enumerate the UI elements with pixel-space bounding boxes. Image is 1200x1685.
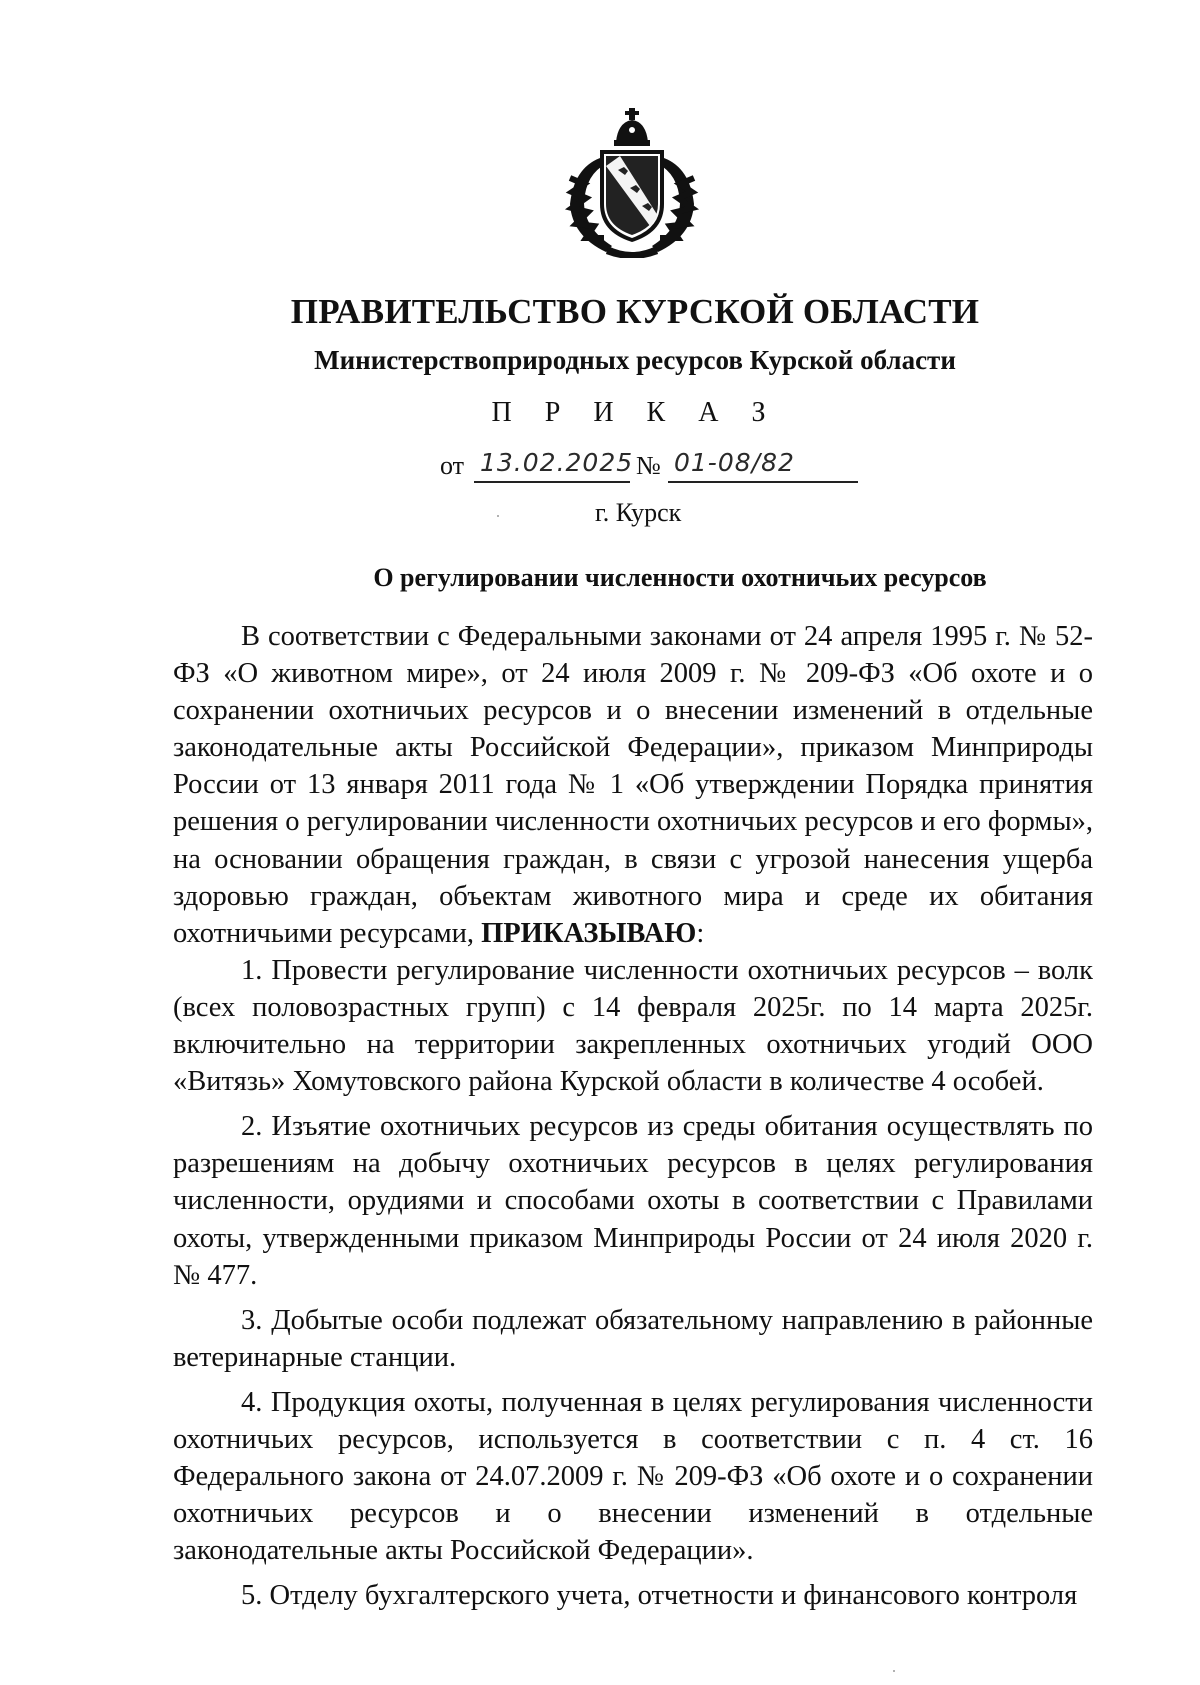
order-subject: О регулировании численности охотничьих ресурсов [373, 563, 987, 592]
order-body [173, 618, 1093, 1614]
ministry-title: Министерствоприродных ресурсов Курской области [314, 345, 956, 375]
order-colon: : [696, 917, 705, 949]
date-number-line [440, 448, 880, 488]
kursk-coat-of-arms-icon [560, 108, 704, 258]
item-3: 3. Добытые особи подлежат обязательному направлению в районные ветеринарные станции. [173, 1304, 1093, 1373]
scan-speck [497, 515, 499, 517]
date-underline [474, 481, 630, 483]
number-underline [668, 481, 858, 483]
document-type: П Р И К А З [491, 397, 779, 428]
city: г. Курск [595, 498, 682, 527]
number-value: 01-08/82 [674, 448, 795, 477]
preamble-paragraph [173, 618, 1093, 952]
government-title: ПРАВИТЕЛЬСТВО КУРСКОЙ ОБЛАСТИ [290, 292, 980, 331]
item-4: 4. Продукция охоты, полученная в целях регулирования численности охотничьих ресурсов, используется в соответствии с п. 4 ст. 16 Федерального закона от 24.07.2009 г. № 209-ФЗ «Об охоте и о сохранении охотничьих ресурсов и о внесении изменений в отдельные законодательные акты Российской Федерации». [173, 1386, 1093, 1567]
item-5: 5. Отделу бухгалтерского учета, отчетности и финансового контроля [241, 1580, 1078, 1612]
item-2: 2. Изъятие охотничьих ресурсов из среды обитания осуществлять по разрешениям на добычу охотничьих ресурсов в целях регулирования численности, орудиями и способами охоты в соответствии с Правилами охоты, утвержденными приказом Минприроды России от 24 июля 2020 г. № 477. [173, 1111, 1093, 1291]
date-value: 13.02.2025 [480, 448, 634, 477]
number-prefix: № [636, 451, 661, 480]
item-1: 1. Провести регулирование численности охотничьих ресурсов – волк (всех половозрастных групп) с 14 февраля 2025г. по 14 марта 2025г. включительно на территории закрепленных охотничьих угодий ООО «Витязь» Хомутовского района Курской области в количестве 4 особей. [173, 954, 1093, 1098]
date-prefix: от [440, 451, 465, 480]
preamble-text: В соответствии с Федеральными законами от 24 апреля 1995 г. № 52-ФЗ «О животном мире», от 24 июля 2009 г. № 209-ФЗ «Об охоте и о сохранении охотничьих ресурсов и о внесении изменений в отдельные законодательные акты Российской Федерации», приказом Минприроды России от 13 января 2011 года № 1 «Об утверждении Порядка принятия решения о регулировании численности охотничьих ресурсов и его формы», на основании обращения граждан, в связи с угрозой нанесения ущерба здоровью граждан, объектам животного мира и среде их обитания охотничьими ресурсами, [173, 621, 1093, 949]
scan-speck [893, 1670, 895, 1672]
order-word: ПРИКАЗЫВАЮ [481, 917, 697, 949]
